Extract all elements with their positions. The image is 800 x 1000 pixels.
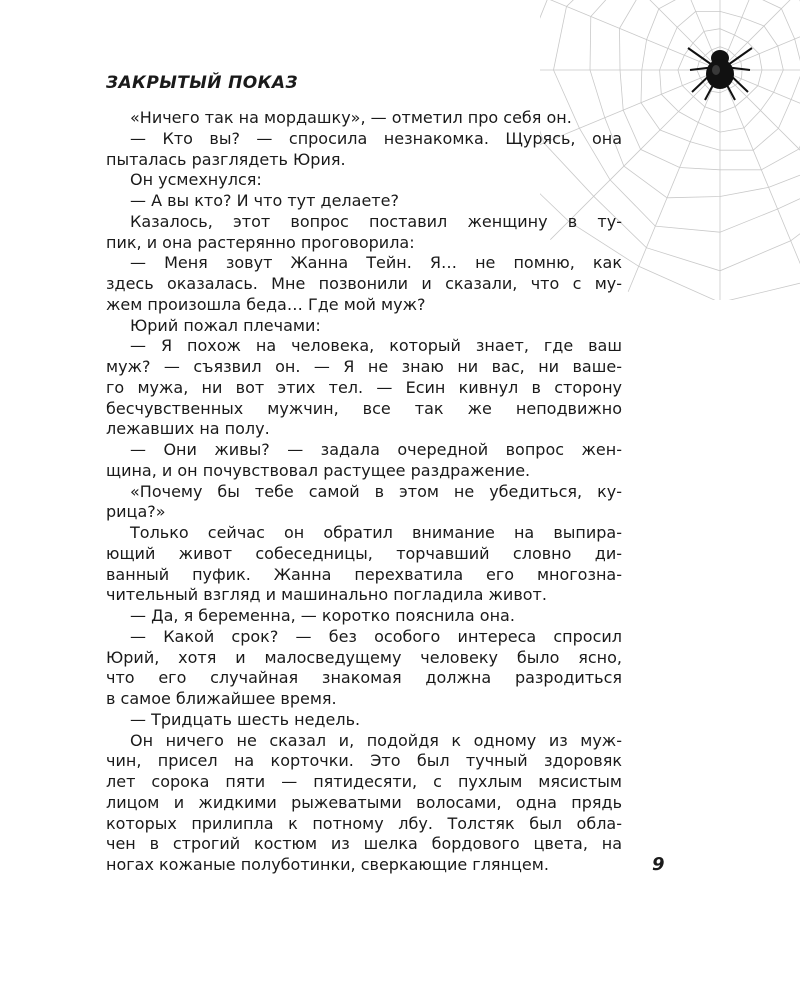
body-text (106, 108, 622, 876)
text-line: в самое ближайшее время. (106, 689, 337, 708)
text-line: Он ничего не сказал и, подойдя к одному из муж- (130, 730, 622, 750)
text-line: — А вы кто? И что тут делаете? (130, 191, 399, 210)
text-line: лицом и жидкими рыжеватыми волосами, одна прядь (106, 792, 622, 812)
text-line: ванный пуфик. Жанна перехватила его многозна- (106, 564, 622, 584)
text-line: которых прилипла к потному лбу. Толстяк был обла- (106, 813, 622, 833)
text-line: Он усмехнулся: (130, 170, 262, 190)
text-line: ющий живот собеседницы, торчавший словно ди- (106, 543, 622, 563)
text-line: лежавших на полу. (106, 419, 270, 439)
text-line: — Они живы? — задала очередной вопрос жен- (130, 440, 622, 459)
text-line: — Какой срок? — без особого интереса спросил (130, 626, 622, 646)
text-line: бесчувственных мужчин, все так же неподвижно (106, 398, 622, 418)
text-line: «Ничего так на мордашку», — отметил про себя он. (130, 108, 572, 127)
page-number: 9 (652, 854, 665, 875)
text-line: Юрий пожал плечами: (130, 315, 321, 335)
text-line: чин, присел на корточки. Это был тучный здоровяк (106, 751, 622, 771)
text-line: чен в строгий костюм из шелка бордового цвета, на (106, 834, 622, 854)
text-line: Только сейчас он обратил внимание на выпира- (130, 523, 622, 542)
text-line: Казалось, этот вопрос поставил женщину в ту- (130, 211, 622, 231)
text-line: пыталась разглядеть Юрия. (106, 149, 346, 169)
text-line: — Да, я беременна, — коротко пояснила она. (130, 606, 515, 625)
text-line: муж? — съязвил он. — Я не знаю ни вас, ни ваше- (106, 357, 622, 376)
text-line: го мужа, ни вот этих тел. — Есин кивнул в сторону (106, 377, 622, 397)
text-line: — Тридцать шесть недель. (130, 709, 361, 729)
text-line: щина, и он почувствовал растущее раздражение. (106, 460, 531, 480)
text-line: — Кто вы? — спросила незнакомка. Щурясь, она (130, 128, 622, 148)
text-line: — Меня зовут Жанна Тейн. Я… не помню, как (130, 253, 622, 273)
text-line: рица?» (106, 502, 166, 522)
text-line: Юрий, хотя и малосведущему человеку было ясно, (106, 647, 622, 667)
text-line: ногах кожаные полуботинки, сверкающие глянцем. (106, 855, 549, 874)
text-line: чительный взгляд и машинально погладила живот. (106, 585, 547, 605)
text-line: — Я похож на человека, который знает, где ваш (130, 336, 622, 356)
text-line: «Почему бы тебе самой в этом не убедиться, ку- (130, 481, 622, 501)
text-line: пик, и она растерянно проговорила: (106, 232, 415, 252)
text-line: лет сорока пяти — пятидесяти, с пухлым мясистым (106, 772, 622, 791)
text-line: жем произошла беда… Где мой муж? (106, 294, 426, 314)
text-line: здесь оказалась. Мне позвонили и сказали, что с му- (106, 274, 622, 293)
running-head: ЗАКРЫТЫЙ ПОКАЗ (106, 73, 298, 93)
text-line: что его случайная знакомая должна разродиться (106, 668, 622, 688)
